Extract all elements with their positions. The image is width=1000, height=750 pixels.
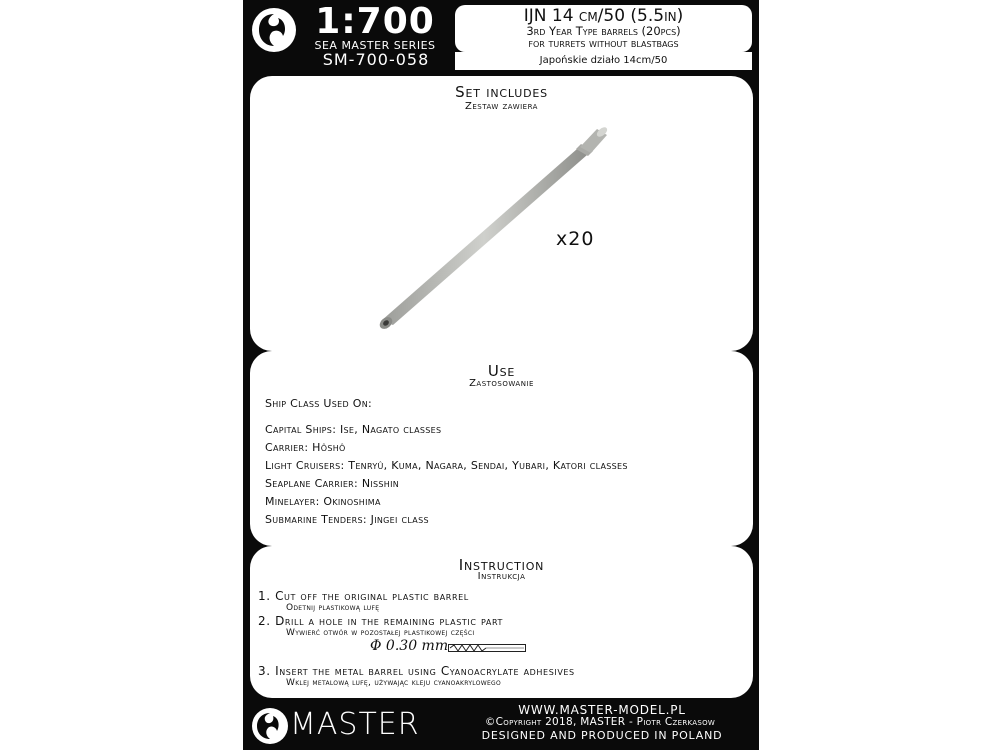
instruction-step-1-pl: Odetnij plastikową lufę [286,603,380,613]
set-includes-heading: Set includes [455,83,548,101]
master-logo-icon [250,6,298,54]
polish-name: Japońskie działo 14cm/50 [539,55,668,66]
instruction-heading: Instruction [458,556,545,574]
quantity-label: x20 [556,228,595,250]
drill-bit-icon [448,642,526,654]
product-title: IJN 14 cm/50 (5.5in) [523,6,684,26]
instruction-step-2: 2. Drill a hole in the remaining plastic part [258,614,504,628]
made-in-text: DESIGNED AND PRODUCED IN POLAND [481,729,723,742]
use-line: Seaplane Carrier: Nisshin [265,477,400,490]
use-line: Minelayer: Okinoshima [265,495,381,508]
website-url[interactable]: WWW.MASTER-MODEL.PL [518,703,686,717]
use-heading: Use [487,362,516,380]
use-line: Light Cruisers: Tenryû, Kuma, Nagara, Sendai, Yubari, Katori classes [265,459,628,472]
series-label: SEA MASTER SERIES [314,39,436,52]
instruction-step-2-pl: Wywierć otwór w pozostałej plastikowej części [286,628,475,638]
use-line: Carrier: Hôshô [265,441,346,454]
use-line: Capital Ships: Ise, Nagato classes [265,423,442,436]
instruction-step-1: 1. Cut off the original plastic barrel [258,589,469,603]
product-subtitle-1: 3rd Year Type barrels (20pcs) [526,24,681,38]
master-logo-icon [250,706,290,746]
use-heading-pl: Zastosowanie [469,378,534,389]
copyright-text: ©Copyright 2018, MASTER - Piotr Czerkasow [484,716,716,728]
scale-label: 1:700 [315,1,435,42]
brand-name: MASTER [290,707,420,742]
instruction-heading-pl: Instrukcja [477,571,526,582]
product-code: SM-700-058 [322,50,430,69]
set-includes-heading-pl: Zestaw zawiera [465,101,538,112]
instruction-step-3-pl: Wklej metalową lufę, używając kleju cyanoakrylowego [286,678,502,688]
use-line: Ship Class Used On: [265,397,373,410]
use-line: Submarine Tenders: Jingei class [265,513,429,526]
drill-size: Φ 0.30 mm [370,638,449,654]
instruction-step-3: 3. Insert the metal barrel using Cyanoacrylate adhesives [258,664,575,678]
product-subtitle-2: for turrets without blastbags [528,36,679,50]
